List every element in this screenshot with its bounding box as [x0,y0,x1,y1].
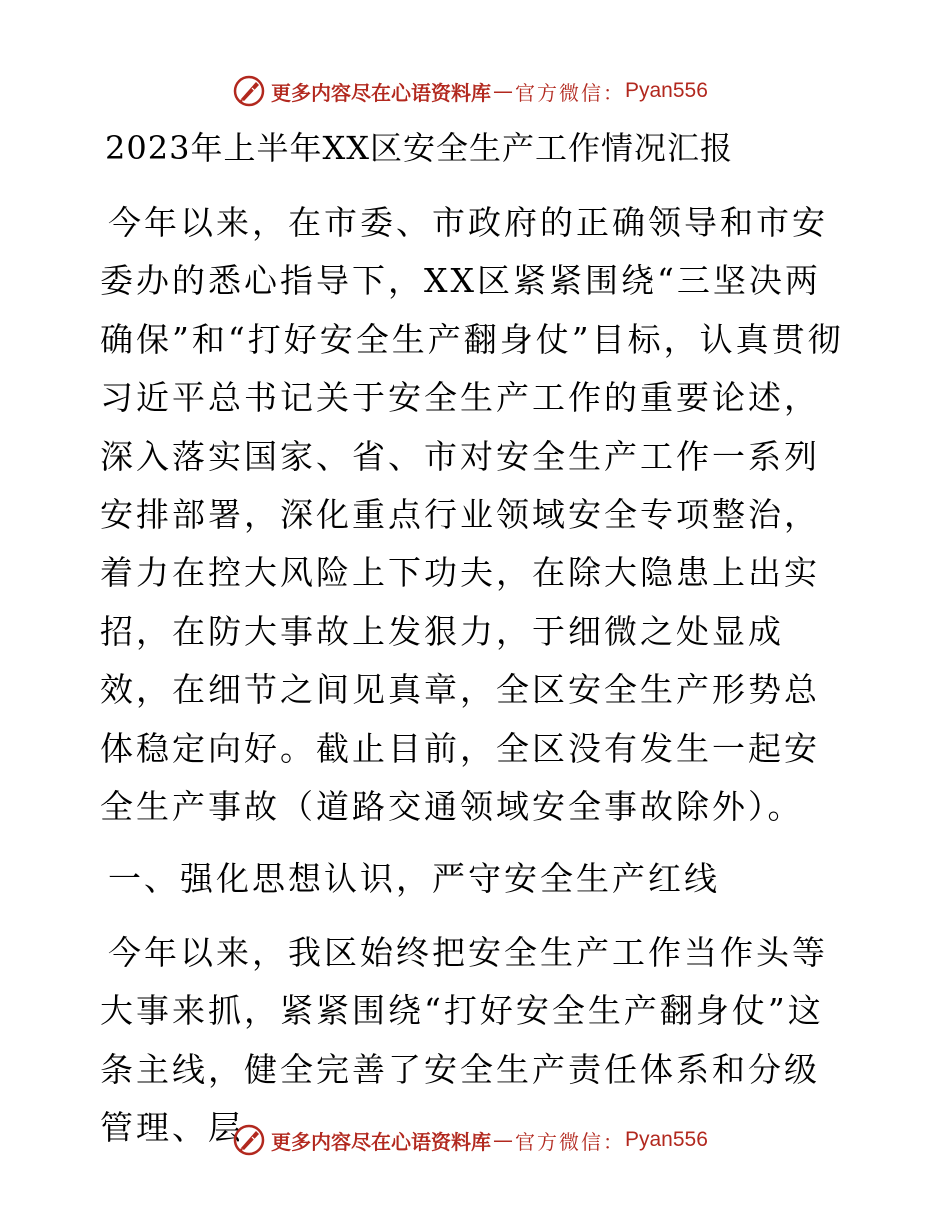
intro-paragraph: 今年以来，在市委、市政府的正确领导和市安委办的悉心指导下，XX区紧紧围绕“三坚决两确保”和“打好安全生产翻身仗”目标，认真贯彻习近平总书记关于安全生产工作的重要论述，深入落实国家、省、市对安全生产工作一系列安排部署，深化重点行业领域安全专项整治，着力在控大风险上下功夫，在除大隐患上出实招，在防大事故上发狠力，于细微之处显成效，在细节之间见真章，全区安全生产形势总体稳定向好。截止目前，全区没有发生一起安全生产事故（道路交通领域安全事故除外）。 [100,203,844,827]
header-watermark [232,71,708,111]
watermark-main-text: 更多内容尽在心语资料库 [271,1129,491,1154]
watermark-main-text: 更多内容尽在心语资料库 [271,80,491,105]
quill-pen-logo-icon [232,74,266,108]
watermark-separator: — [493,79,513,103]
watermark-account-id: Pyan556 [625,1128,708,1151]
watermark-separator: — [493,1128,513,1152]
section-paragraph: 今年以来，我区始终把安全生产工作当作头等大事来抓，紧紧围绕“打好安全生产翻身仗”这条主线，健全完善了安全生产责任体系和分级管理、层 [100,933,828,1148]
section-heading: 一、强化思想认识，严守安全生产红线 [108,859,720,898]
watermark-account-id: Pyan556 [625,79,708,102]
quill-pen-logo-icon [232,1123,266,1157]
document-title: 2023年上半年XX区安全生产工作情况汇报 [105,129,734,167]
watermark-official-label: 官方微信： [515,80,625,105]
watermark-official-label: 官方微信： [515,1129,625,1154]
footer-watermark [232,1120,708,1160]
